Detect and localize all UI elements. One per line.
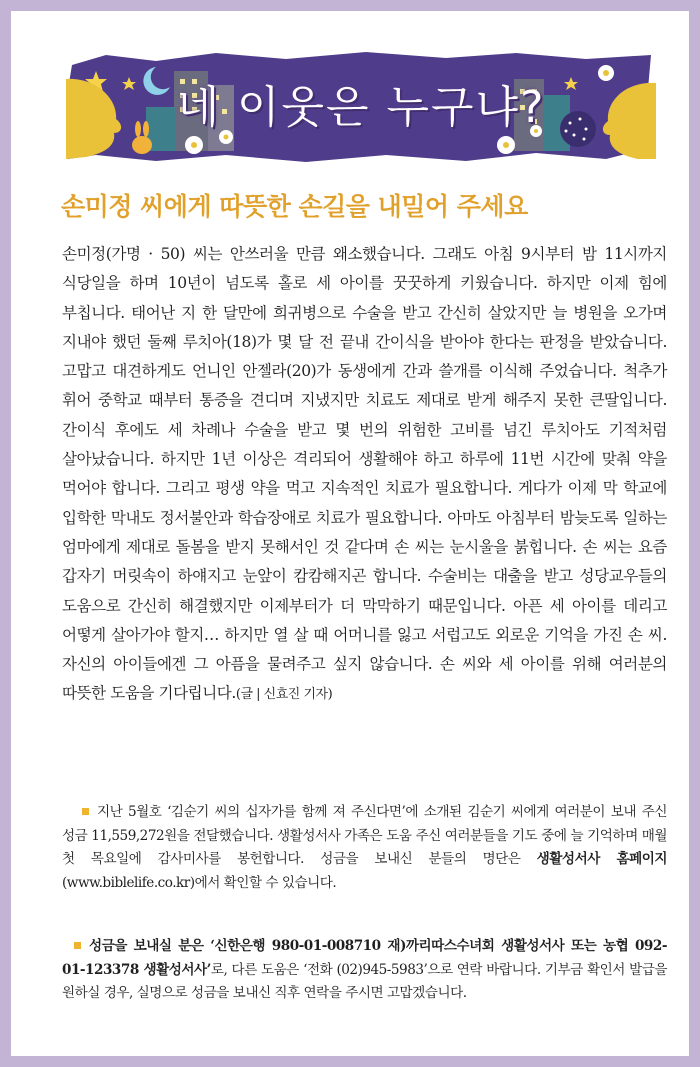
- article-text: 손미정(가명 · 50) 씨는 안쓰러울 만큼 왜소했습니다. 그래도 아침 9시부터 밤 11시까지 식당일을 하며 10년이 넘도록 홀로 세 아이를 꿋꿋하게 키웠습니다. 하지만 이제 힘에 부칩니다. 태어난 지 한 달만에 희귀병으로 수술을 받고 간신히 살았지만 늘 병원을 오가며 지내야 했던 둘째 루치아(18)가 몇 달 전 끝내 간이식을 받아야 한다는 판정을 받았습니다. 고맙고 대견하게도 언니인 안젤라(20)가 동생에게 간과 쓸개를 이식해 주었습니다. 척추가 휘어 중학교 때부터 통증을 견디며 지냈지만 치료도 제대로 받게 해주지 못한 큰딸입니다. 간이식 후에도 세 차례나 수술을 받고 몇 번의 위험한 고비를 넘긴 루치아도 기적처럼 살아났습니다. 하지만 1년 이상은 격리되어 생활해야 하고 하루에 11번 시간에 맞춰 약을 먹어야 합니다. 그리고 평생 약을 먹고 지속적인 치료가 필요합니다. 게다가 이제 막 학교에 입학한 막내도 정서불안과 학습장애로 치료가 필요합니다. 아마도 아침부터 밤늦도록 일하는 엄마에게 제대로 돌봄을 받지 못해서인 것 같다며 손 씨는 눈시울을 붉힙니다. 손 씨는 요즘 갑자기 머릿속이 하얘지고 눈앞이 캄캄해지곤 합니다. 수술비는 대출을 받고 성당교우들의 도움으로 간신히 해결했지만 이제부터가 더 막막하기 때문입니다. 아픈 세 아이를 데리고 어떻게 살아가야 할지… 하지만 열 살 때 어머니를 잃고 서럽고도 외로운 기억을 가진 손 씨. 자신의 아이들에겐 그 아픔을 물려주고 싶지 않습니다. 손 씨와 세 아이를 위해 여러분의 따뜻한 도움을 기다립니다.: [62, 245, 667, 703]
- banner-title: 네 이웃은 누구냐?: [176, 82, 546, 133]
- byline: (글 | 신효진 기자): [235, 687, 333, 703]
- square-bullet-icon: [74, 942, 81, 949]
- homepage-name: 생활성서사 홈페이지: [536, 851, 667, 867]
- header-banner: [66, 49, 656, 165]
- bank-account-info: 성금을 보내실 분은 ‘신한은행 980-01-008710 재)까리따스수녀회 생활성서사 또는 농협 092-01-123378 생활성서사’: [62, 938, 667, 978]
- square-bullet-icon: [82, 808, 89, 815]
- page: [11, 11, 689, 1056]
- notice1-text-b: (www.biblelife.co.kr)에서 확인할 수 있습니다.: [62, 874, 337, 891]
- notice2-text: 로, 다른 도움은 ‘전화 (02)945-5983’으로 연락 바랍니다. 기부금 확인서 발급을 원하실 경우, 실명으로 성금을 보내신 직후 연락을 주시면 고맙겠습니다.: [62, 961, 667, 1001]
- notice-donation-info: [62, 935, 667, 1006]
- headline: 손미정 씨에게 따뜻한 손길을 내밀어 주세요: [61, 192, 528, 221]
- notice-donation-report: [62, 801, 667, 895]
- article-body: [62, 240, 667, 710]
- notice1-text-a: 지난 5월호 ‘김순기 씨의 십자가를 함께 져 주신다면’에 소개된 김순기 씨에게 여러분이 보내 주신 성금 11,559,272원을 전달했습니다. 생활성서사 가족은 도움 주신 여러분들을 기도 중에 늘 기억하며 매월 첫 목요일에 감사미사를 봉헌합니다. 성금을 보내신 분들의 명단은: [62, 804, 667, 867]
